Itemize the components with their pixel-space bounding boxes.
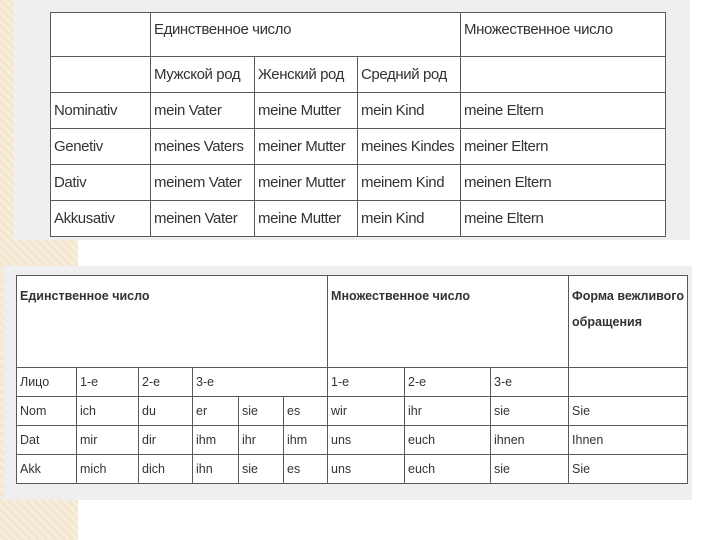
case-label: Nom (17, 397, 77, 426)
case-label: Dat (17, 426, 77, 455)
table-cell: meiner Eltern (461, 129, 666, 165)
table-cell: ihm (193, 426, 239, 455)
table-cell: meinem Kind (358, 165, 461, 201)
table-cell: es (284, 397, 328, 426)
case-label: Genetiv (51, 129, 151, 165)
table-cell: ihm (284, 426, 328, 455)
polite-form-header: Форма вежливого обращения (569, 276, 688, 368)
table-cell: meines Vaters (151, 129, 255, 165)
table-cell: 3-е (193, 368, 328, 397)
table-cell: dich (139, 455, 193, 484)
table-cell: sie (491, 455, 569, 484)
table-cell: uns (328, 455, 405, 484)
table-cell: 1-е (328, 368, 405, 397)
table-cell: 1-е (77, 368, 139, 397)
table-cell: ihn (193, 455, 239, 484)
table-cell: 3-е (491, 368, 569, 397)
table-cell: Sie (569, 455, 688, 484)
table-cell: sie (239, 455, 284, 484)
table-row (51, 13, 666, 57)
table-row (51, 129, 666, 165)
table-cell: meine Mutter (255, 93, 358, 129)
table-cell: meinen Vater (151, 201, 255, 237)
table-cell: ihr (405, 397, 491, 426)
table-cell: mein Kind (358, 201, 461, 237)
table-row (51, 165, 666, 201)
empty-corner-cell (51, 13, 151, 57)
table-row (17, 426, 688, 455)
plural-header: Множественное число (461, 13, 666, 57)
table-cell: mein Kind (358, 93, 461, 129)
table-cell: meinem Vater (151, 165, 255, 201)
empty-cell (569, 368, 688, 397)
table-cell: wir (328, 397, 405, 426)
personal-pronouns-table (16, 275, 688, 484)
singular-header: Единственное число (17, 276, 328, 368)
person-label: Лицо (17, 368, 77, 397)
case-label: Akkusativ (51, 201, 151, 237)
singular-header: Единственное число (151, 13, 461, 57)
table-cell: meiner Mutter (255, 165, 358, 201)
table-cell: ich (77, 397, 139, 426)
table-cell: meine Mutter (255, 201, 358, 237)
table-cell: meine Eltern (461, 93, 666, 129)
table-cell: uns (328, 426, 405, 455)
table-cell: es (284, 455, 328, 484)
table-cell: mich (77, 455, 139, 484)
case-label: Akk (17, 455, 77, 484)
table-row (51, 57, 666, 93)
table-cell: mein Vater (151, 93, 255, 129)
table-cell: euch (405, 455, 491, 484)
table-cell: er (193, 397, 239, 426)
gender-masculine: Мужской род (151, 57, 255, 93)
possessive-declension-table (50, 12, 666, 237)
plural-header: Множественное число (328, 276, 569, 368)
case-label: Dativ (51, 165, 151, 201)
table-cell: sie (491, 397, 569, 426)
table-row (17, 397, 688, 426)
table-cell: meiner Mutter (255, 129, 358, 165)
table-cell: Sie (569, 397, 688, 426)
table-row (17, 455, 688, 484)
table-row (51, 93, 666, 129)
table-cell: meines Kindes (358, 129, 461, 165)
table-cell: euch (405, 426, 491, 455)
case-label: Nominativ (51, 93, 151, 129)
table-cell: ihnen (491, 426, 569, 455)
table-cell: ihr (239, 426, 284, 455)
table-cell: meinen Eltern (461, 165, 666, 201)
table-cell: meine Eltern (461, 201, 666, 237)
empty-cell (461, 57, 666, 93)
table-cell: 2-е (139, 368, 193, 397)
table-row (17, 276, 688, 368)
table-row (17, 368, 688, 397)
table-cell: mir (77, 426, 139, 455)
gender-feminine: Женский род (255, 57, 358, 93)
table-cell: 2-е (405, 368, 491, 397)
table-cell: du (139, 397, 193, 426)
table-cell: dir (139, 426, 193, 455)
table-cell: sie (239, 397, 284, 426)
table-cell: Ihnen (569, 426, 688, 455)
gender-neuter: Средний род (358, 57, 461, 93)
empty-cell (51, 57, 151, 93)
table-row (51, 201, 666, 237)
